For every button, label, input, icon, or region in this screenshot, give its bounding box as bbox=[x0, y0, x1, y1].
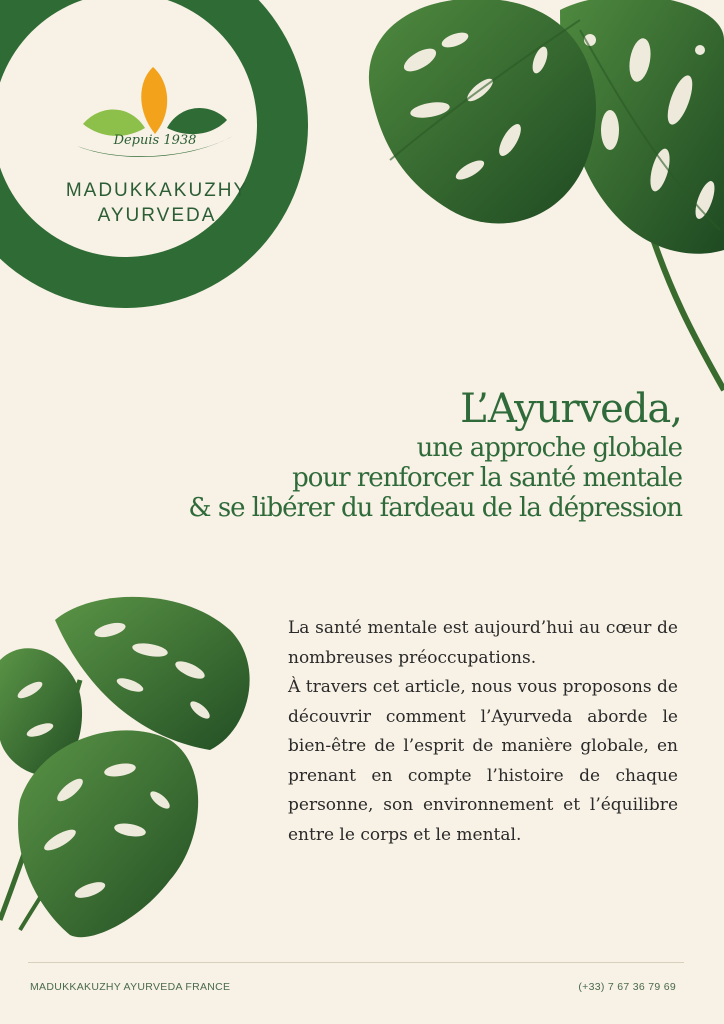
brand-name-line1: MADUKKAKUZHY bbox=[65, 180, 249, 201]
brand-name-line2: AYURVEDA bbox=[97, 205, 217, 226]
title-line3: pour renforcer la santé mentale bbox=[292, 463, 682, 493]
intro-paragraph-1: La santé mentale est aujourd’hui au cœur de nombreuses préoccupations. bbox=[288, 618, 678, 668]
monstera-leaf-bottom-left-icon bbox=[0, 590, 260, 950]
brand-emblem-icon bbox=[75, 62, 235, 172]
article-intro bbox=[288, 614, 678, 850]
footer-phone: (+33) 7 67 36 79 69 bbox=[578, 981, 676, 993]
page-title bbox=[188, 385, 682, 523]
monstera-leaf-top-right-icon bbox=[360, 0, 724, 400]
footer-company: MADUKKAKUZHY AYURVEDA FRANCE bbox=[30, 981, 231, 993]
footer-divider bbox=[28, 962, 684, 963]
title-line4: & se libérer du fardeau de la dépression bbox=[188, 493, 682, 523]
title-line1: L’Ayurveda, bbox=[460, 386, 682, 432]
intro-paragraph-2: À travers cet article, nous vous proposons de découvrir comment l’Ayurveda aborde le bien-être de l’esprit de manière globale, en prenant en compte l’histoire de chaque personne, son environnement et l’équilibre entre le corps et le mental. bbox=[288, 677, 678, 845]
title-line2: une approche globale bbox=[416, 433, 682, 463]
brand-since: Depuis 1938 bbox=[113, 133, 197, 148]
